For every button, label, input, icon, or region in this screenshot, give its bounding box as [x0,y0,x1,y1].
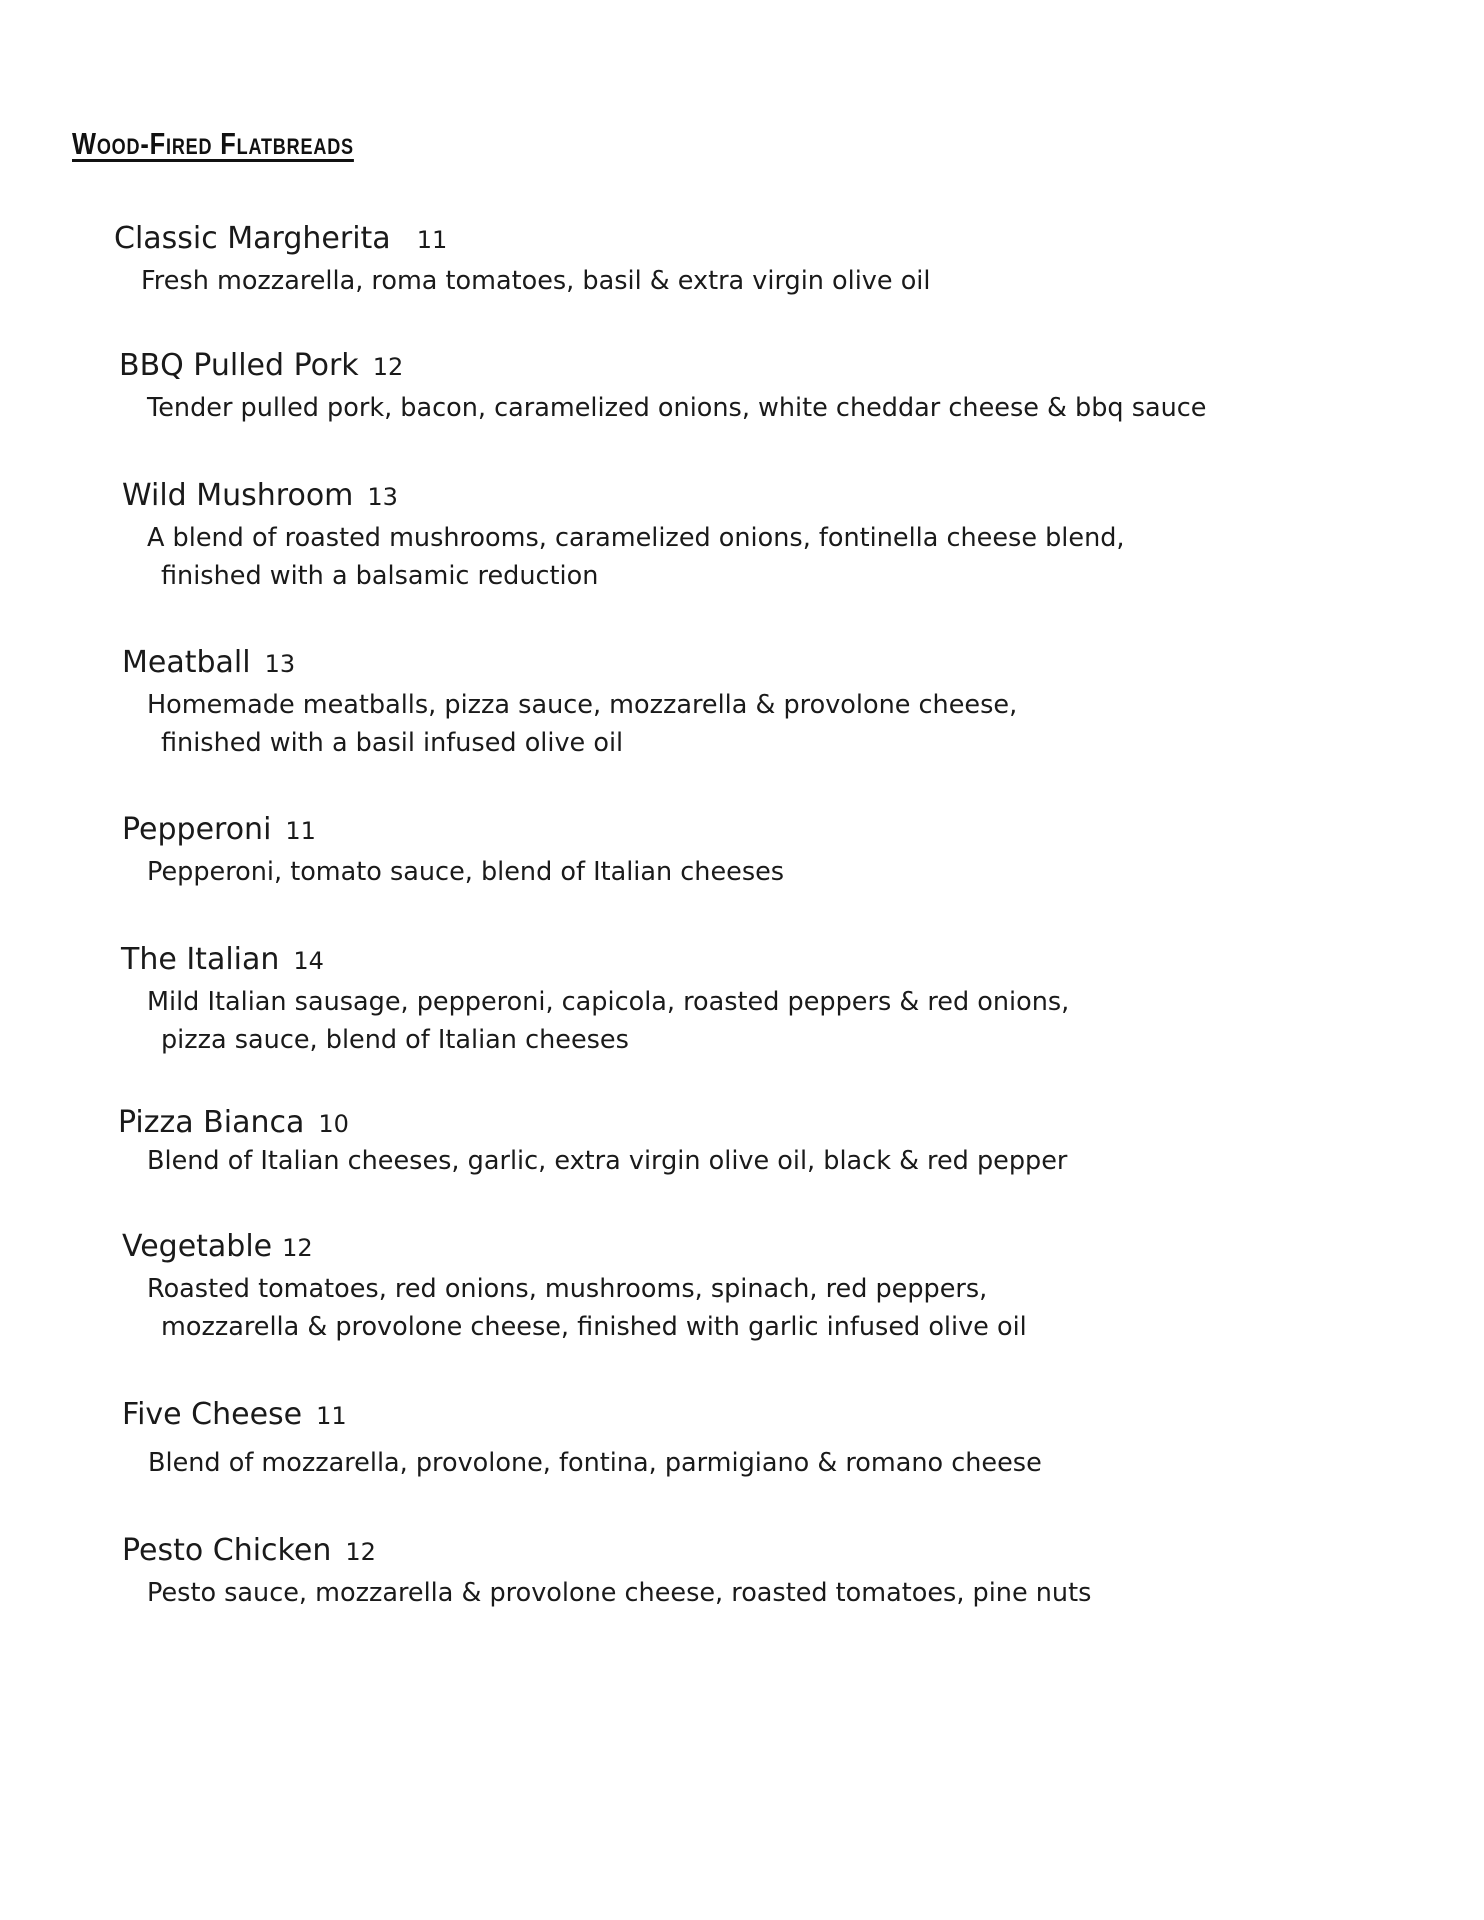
item-price: 12 [372,353,404,381]
item-description: Roasted tomatoes, red onions, mushrooms, spinach, red peppers, [147,1274,988,1304]
item-description: A blend of roasted mushrooms, caramelized onions, fontinella cheese blend, [147,523,1125,553]
item-name: Meatball [122,645,251,680]
menu-item-wild-mushroom [0,478,1400,595]
item-name: Vegetable [122,1229,273,1264]
item-name: Classic Margherita [114,221,391,256]
menu-item-bbq-pulled-pork [0,348,1400,427]
menu-item-pesto-chicken [0,1533,1400,1612]
item-name: BBQ Pulled Pork [119,348,359,383]
item-description: Blend of mozzarella, provolone, fontina, parmigiano & romano cheese [148,1448,1042,1478]
menu-item-the-italian [0,942,1400,1059]
item-description: Pesto sauce, mozzarella & provolone cheese, roasted tomatoes, pine nuts [147,1578,1092,1608]
item-name: Pepperoni [122,812,272,847]
item-price: 13 [367,483,398,511]
item-price: 10 [318,1110,349,1138]
section-title: Wood-Fired Flatbreads [72,126,354,161]
menu-item-pepperoni [0,812,1400,891]
item-description: Tender pulled pork, bacon, caramelized onions, white cheddar cheese & bbq sauce [147,393,1207,423]
item-price: 11 [285,817,316,845]
menu-item-five-cheese [0,1397,1400,1482]
menu-item-pizza-bianca [0,1105,1400,1180]
item-description-continued: pizza sauce, blend of Italian cheeses [161,1025,629,1055]
item-price: 11 [316,1402,347,1430]
item-name: The Italian [121,942,280,977]
item-description: Homemade meatballs, pizza sauce, mozzarella & provolone cheese, [147,690,1018,720]
item-name: Five Cheese [122,1397,303,1432]
menu-item-classic-margherita [0,221,1400,300]
item-description-continued: finished with a basil infused olive oil [161,728,624,758]
item-name: Pizza Bianca [118,1105,305,1140]
item-description: Fresh mozzarella, roma tomatoes, basil & extra virgin olive oil [141,266,931,296]
item-price: 12 [282,1234,313,1262]
item-description: Pepperoni, tomato sauce, blend of Italian cheeses [147,857,785,887]
menu-item-meatball [0,645,1400,762]
item-price: 11 [416,226,448,254]
menu-item-vegetable [0,1229,1400,1346]
item-price: 13 [264,650,296,678]
item-name: Pesto Chicken [122,1533,332,1568]
item-description-continued: finished with a balsamic reduction [161,561,599,591]
item-description: Mild Italian sausage, pepperoni, capicola, roasted peppers & red onions, [147,987,1070,1017]
item-name: Wild Mushroom [122,478,354,513]
item-price: 12 [345,1538,376,1566]
item-description: Blend of Italian cheeses, garlic, extra virgin olive oil, black & red pepper [147,1146,1068,1176]
item-price: 14 [293,947,324,975]
item-description-continued: mozzarella & provolone cheese, finished with garlic infused olive oil [161,1312,1027,1342]
